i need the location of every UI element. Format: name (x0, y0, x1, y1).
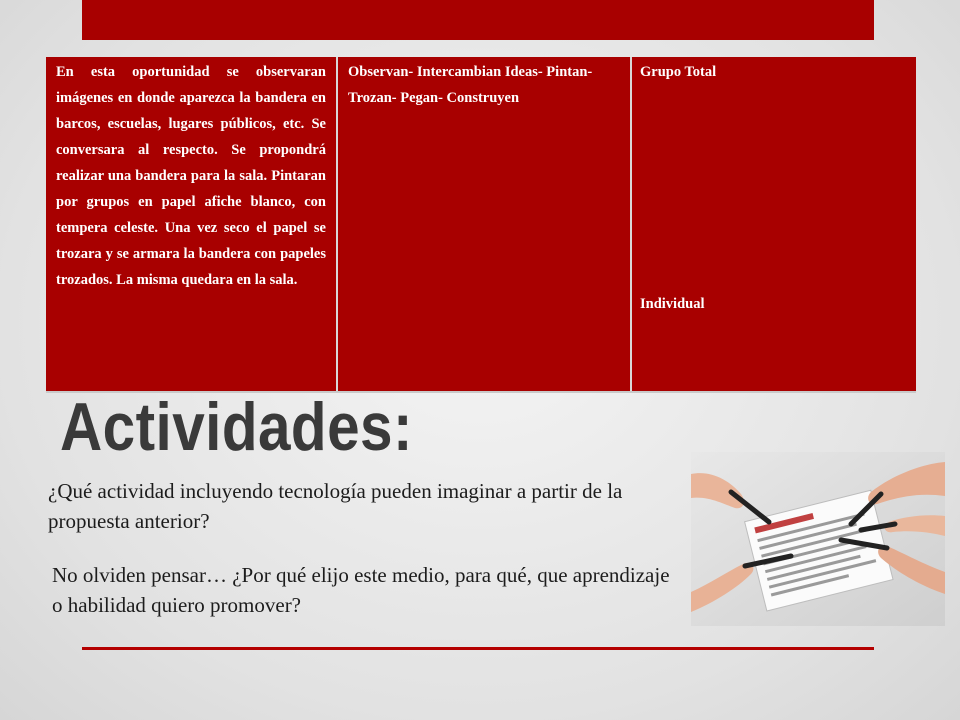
hands-writing-photo (691, 452, 945, 626)
grouping-cell (632, 57, 916, 391)
activity-table (46, 57, 916, 391)
hands-writing-illustration (691, 452, 945, 626)
grouping-individual-label: Individual (640, 296, 705, 312)
activity-description-cell: En esta oportunidad se observaran imágenes en donde aparezca la bandera en barcos, escuelas, lugares públicos, etc. Se conversara al respecto. Se propondrá realizar una bandera para la sala. Pintaran por grupos en papel afiche blanco, con tempera celeste. Una vez seco el papel se trozara y se armara la bandera con papeles trozados. La misma quedara en la sala. (46, 57, 338, 391)
actions-cell: Observan- Intercambian Ideas- Pintan- Trozan- Pegan- Construyen (338, 57, 632, 391)
top-accent-bar (82, 0, 874, 40)
bottom-divider (82, 647, 874, 650)
slide-title: Actividades: (60, 389, 413, 465)
question-text: ¿Qué actividad incluyendo tecnología pueden imaginar a partir de la propuesta anterior? (48, 479, 623, 533)
reminder-text: No olviden pensar… ¿Por qué elijo este medio, para qué, que aprendizaje o habilidad quiero promover? (52, 563, 670, 617)
grouping-total-label: Grupo Total (640, 64, 717, 80)
